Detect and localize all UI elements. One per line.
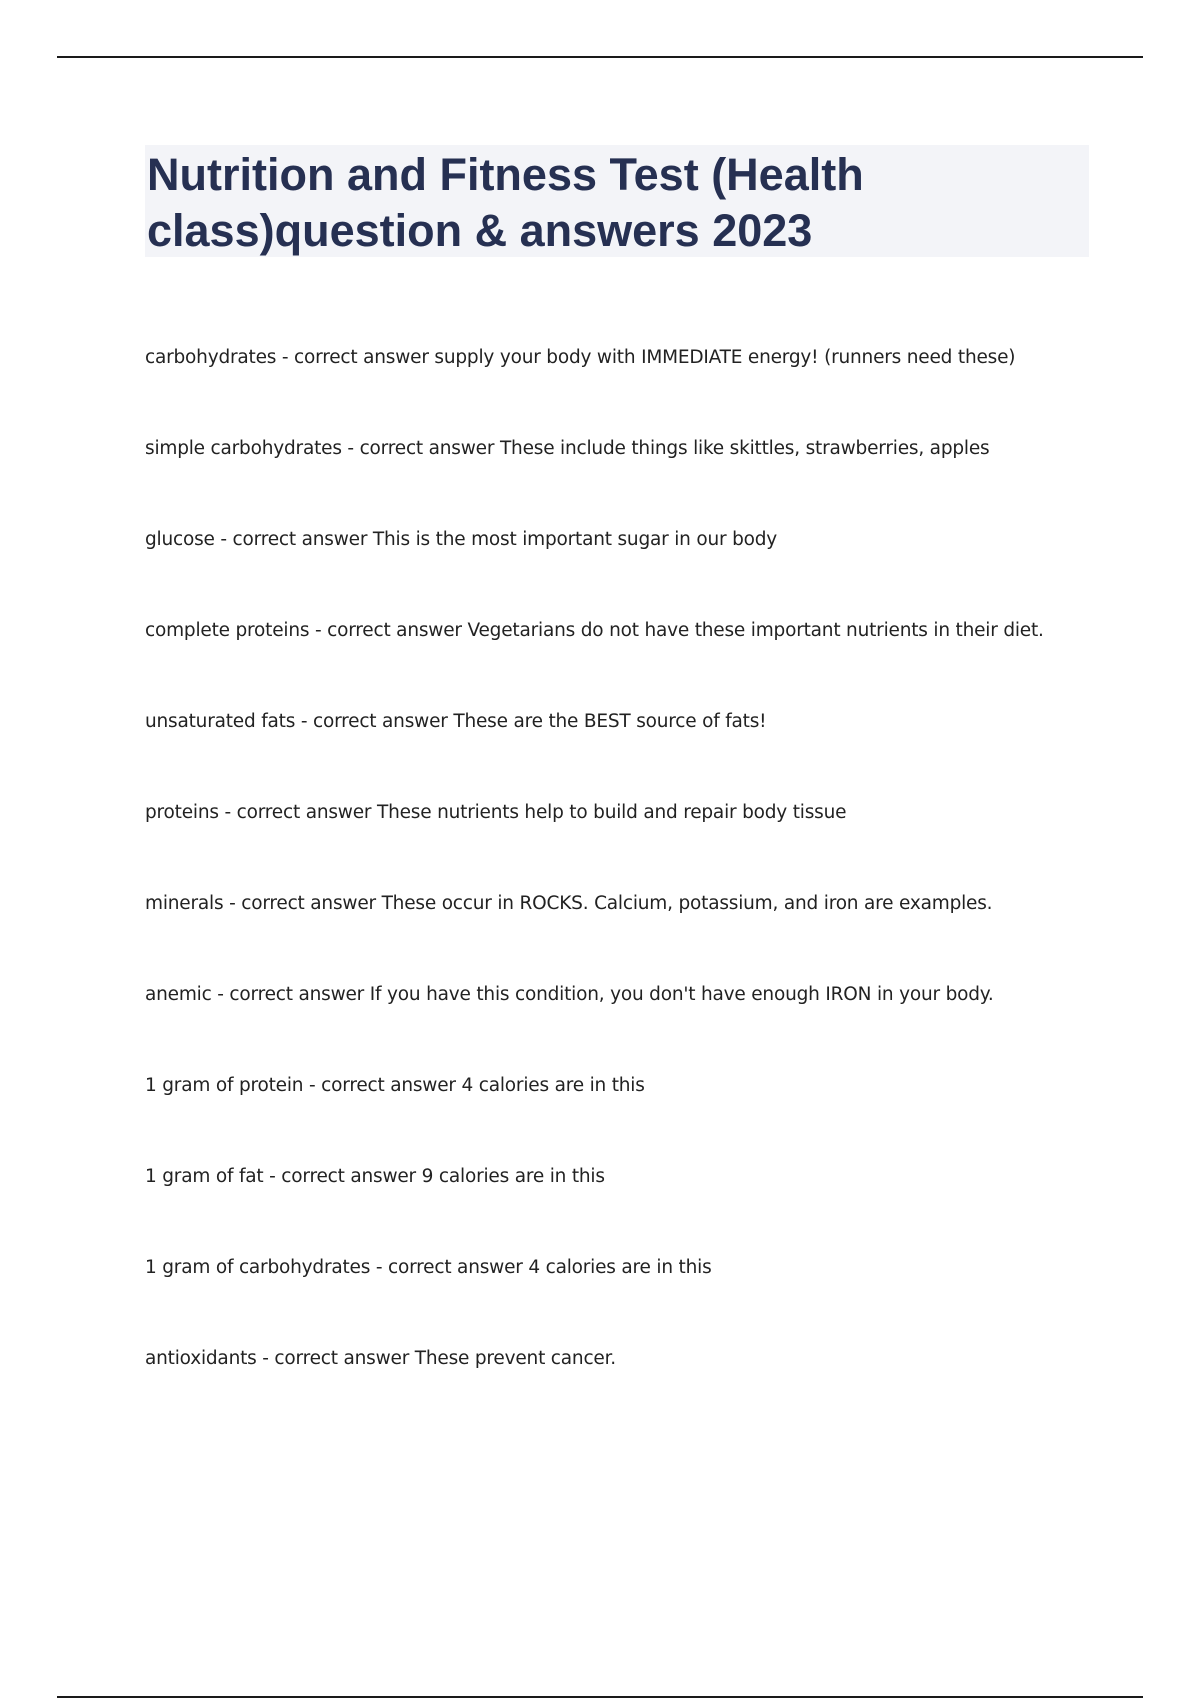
qa-list	[145, 346, 1105, 1438]
qa-item-antioxidants: antioxidants - correct answer These prevent cancer.	[145, 1348, 616, 1369]
qa-item-gram-of-fat: 1 gram of fat - correct answer 9 calories are in this	[145, 1166, 605, 1187]
top-divider	[57, 56, 1143, 58]
qa-item-unsaturated-fats: unsaturated fats - correct answer These are the BEST source of fats!	[145, 711, 767, 732]
qa-item-minerals: minerals - correct answer These occur in ROCKS. Calcium, potassium, and iron are examples.	[145, 893, 993, 914]
qa-item-proteins: proteins - correct answer These nutrients help to build and repair body tissue	[145, 802, 847, 823]
qa-item-glucose: glucose - correct answer This is the most important sugar in our body	[145, 529, 778, 550]
qa-item-gram-of-protein: 1 gram of protein - correct answer 4 calories are in this	[145, 1075, 645, 1096]
bottom-divider	[57, 1696, 1143, 1698]
title-banner	[145, 145, 1089, 257]
qa-item-anemic: anemic - correct answer If you have this condition, you don't have enough IRON in your body.	[145, 984, 994, 1005]
qa-item-simple-carbohydrates: simple carbohydrates - correct answer These include things like skittles, strawberries, apples	[145, 438, 990, 459]
qa-item-complete-proteins: complete proteins - correct answer Vegetarians do not have these important nutrients in their diet.	[145, 620, 1044, 641]
qa-item-carbohydrates: carbohydrates - correct answer supply your body with IMMEDIATE energy! (runners need these)	[145, 347, 1016, 368]
qa-item-gram-of-carbohydrates: 1 gram of carbohydrates - correct answer 4 calories are in this	[145, 1257, 712, 1278]
page-title: Nutrition and Fitness Test (Health class)question & answers 2023	[147, 149, 864, 256]
